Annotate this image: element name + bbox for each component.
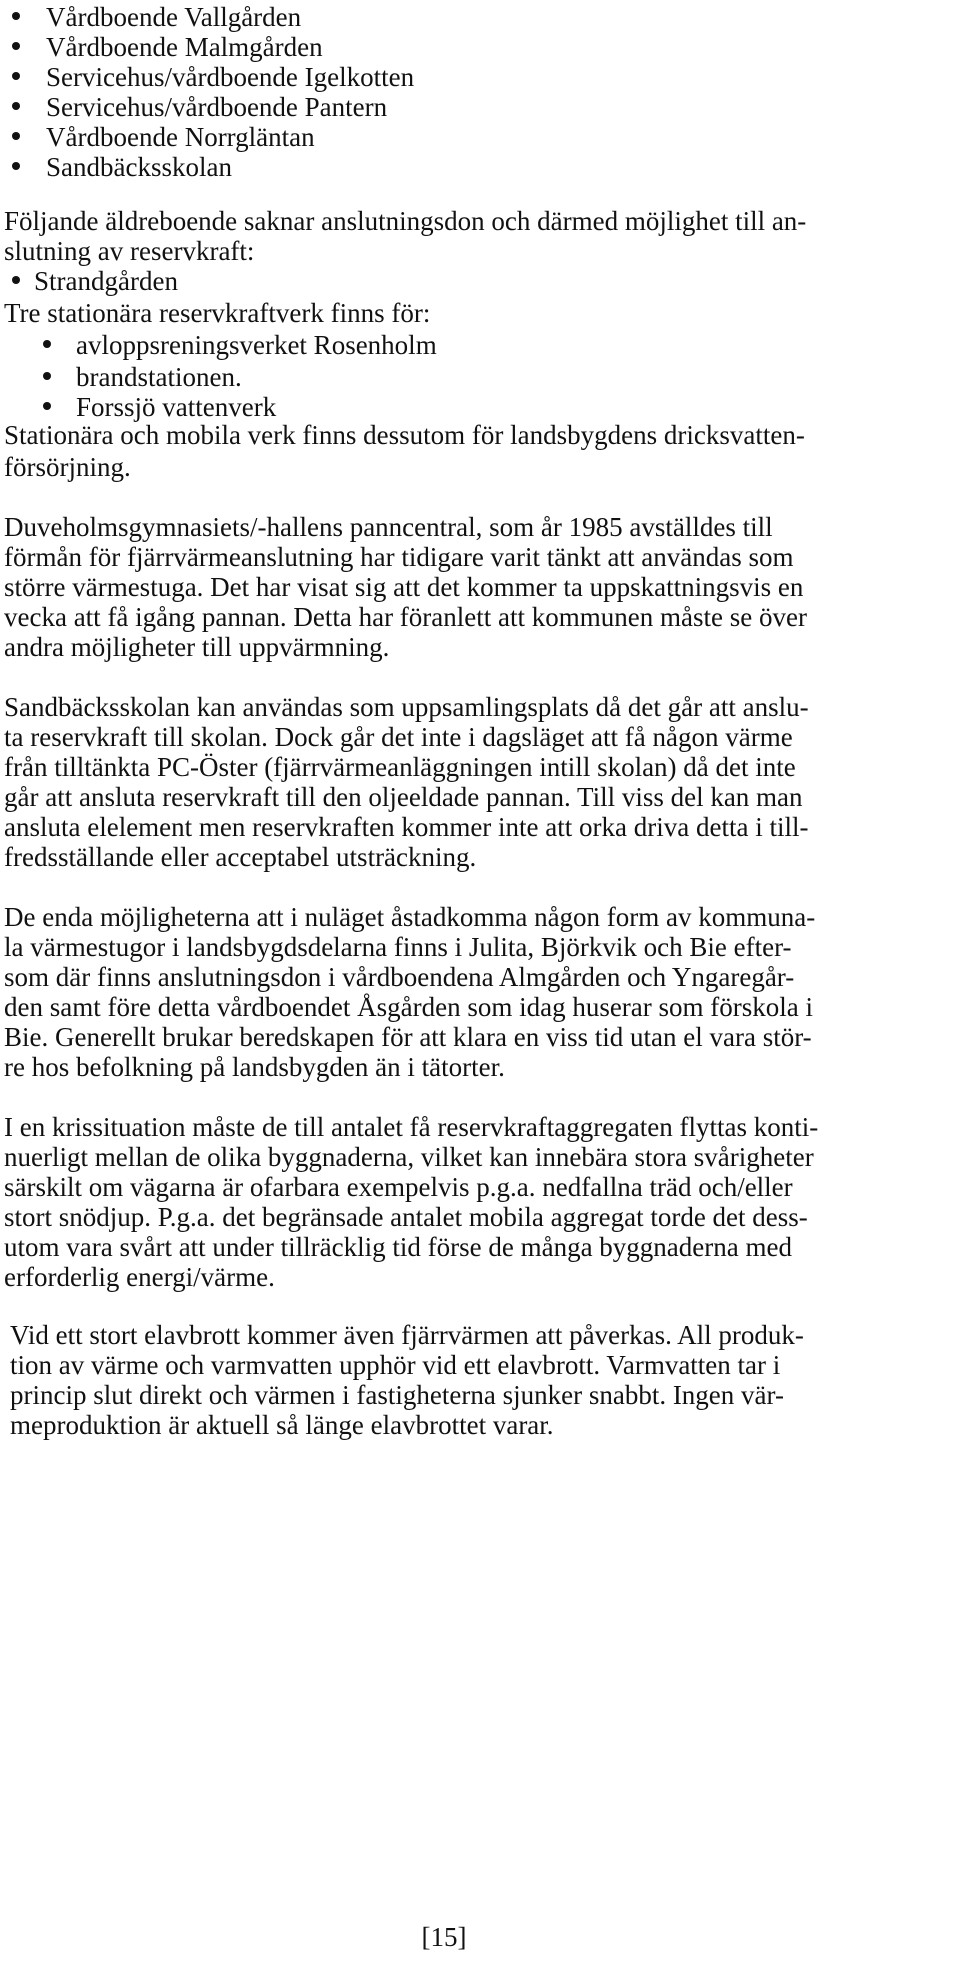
paragraph-line: slutning av reservkraft:	[4, 236, 255, 266]
paragraph-line: I en krissituation måste de till antalet få reservkraftaggregaten flyttas konti-	[4, 1112, 819, 1142]
paragraph-line: fredsställande eller acceptabel utsträckning.	[4, 842, 477, 872]
paragraph-line: stort snödjup. P.g.a. det begränsade antalet mobila aggregat torde det dess-	[4, 1202, 808, 1232]
paragraph-line: försörjning.	[4, 452, 131, 482]
list-item-text: Vårdboende Malmgården	[46, 32, 323, 62]
paragraph-line: andra möjligheter till uppvärmning.	[4, 632, 390, 662]
paragraph-line: erforderlig energi/värme.	[4, 1262, 275, 1292]
paragraph-line: förmån för fjärrvärmeanslutning har tidigare varit tänkt att användas som	[4, 542, 794, 572]
paragraph-line: större värmestuga. Det har visat sig att det kommer ta uppskattningsvis en	[4, 572, 804, 602]
paragraph-line: la värmestugor i landsbygdsdelarna finns i Julita, Björkvik och Bie efter-	[4, 932, 792, 962]
paragraph-line: ta reservkraft till skolan. Dock går det inte i dagsläget att få någon värme	[4, 722, 793, 752]
bullet-icon	[43, 340, 51, 348]
list-item-text: Strandgården	[34, 266, 178, 296]
list-item-text: Vårdboende Vallgården	[46, 2, 302, 32]
paragraph-line: Tre stationära reservkraftverk finns för:	[4, 298, 431, 328]
list-item-text: Forssjö vattenverk	[76, 392, 277, 422]
list-item-text: brandstationen.	[76, 362, 242, 392]
bullet-icon	[12, 72, 20, 80]
bullet-icon	[12, 162, 20, 170]
paragraph-line: går att ansluta reservkraft till den oljeeldade pannan. Till viss del kan man	[4, 782, 803, 812]
list-item-text: Servicehus/vårdboende Igelkotten	[46, 62, 415, 92]
paragraph-line: re hos befolkning på landsbygden än i tätorter.	[4, 1052, 505, 1082]
paragraph-line: Duveholmsgymnasiets/-hallens panncentral, som år 1985 avställdes till	[4, 512, 773, 542]
paragraph-line: Bie. Generellt brukar beredskapen för att klara en viss tid utan el vara stör-	[4, 1022, 812, 1052]
list-item-text: Vårdboende Norrgläntan	[46, 122, 315, 152]
paragraph-line: princip slut direkt och värmen i fastigheterna sjunker snabbt. Ingen vär-	[10, 1380, 784, 1410]
paragraph-line: utom vara svårt att under tillräcklig tid förse de många byggnaderna med	[4, 1232, 792, 1262]
bullet-icon	[12, 132, 20, 140]
bullet-icon	[12, 12, 20, 20]
list-item-text: Servicehus/vårdboende Pantern	[46, 92, 388, 122]
bullet-icon	[43, 402, 51, 410]
paragraph-line: som där finns anslutningsdon i vårdboendena Almgården och Yngaregår-	[4, 962, 795, 992]
bullet-icon	[12, 276, 20, 284]
page-number: [15]	[421, 1922, 467, 1952]
paragraph-line: nuerligt mellan de olika byggnaderna, vilket kan innebära stora svårigheter	[4, 1142, 814, 1172]
paragraph-line: vecka att få igång pannan. Detta har föranlett att kommunen måste se över	[4, 602, 807, 632]
paragraph-line: från tilltänkta PC-Öster (fjärrvärmeanläggningen intill skolan) då det inte	[4, 752, 796, 782]
bullet-icon	[43, 372, 51, 380]
paragraph-line: De enda möjligheterna att i nuläget åstadkomma någon form av kommuna-	[4, 902, 816, 932]
paragraph-line: Vid ett stort elavbrott kommer även fjärrvärmen att påverkas. All produk-	[10, 1320, 804, 1350]
paragraph-line: Följande äldreboende saknar anslutningsdon och därmed möjlighet till an-	[4, 206, 807, 236]
paragraph-line: tion av värme och varmvatten upphör vid ett elavbrott. Varmvatten tar i	[10, 1350, 781, 1380]
list-item-text: Sandbäcksskolan	[46, 152, 232, 182]
bullet-icon	[12, 102, 20, 110]
paragraph-line: ansluta elelement men reservkraften kommer inte att orka driva detta i till-	[4, 812, 809, 842]
paragraph-line: särskilt om vägarna är ofarbara exempelvis p.g.a. nedfallna träd och/eller	[4, 1172, 793, 1202]
paragraph-line: Sandbäcksskolan kan användas som uppsamlingsplats då det går att anslu-	[4, 692, 809, 722]
bullet-icon	[12, 42, 20, 50]
paragraph-line: meproduktion är aktuell så länge elavbrottet varar.	[10, 1410, 554, 1440]
paragraph-line: Stationära och mobila verk finns dessutom för landsbygdens dricksvatten-	[4, 420, 805, 450]
paragraph-line: den samt före detta vårdboendet Åsgården som idag huserar som förskola i	[4, 992, 814, 1022]
list-item-text: avloppsreningsverket Rosenholm	[76, 330, 437, 360]
